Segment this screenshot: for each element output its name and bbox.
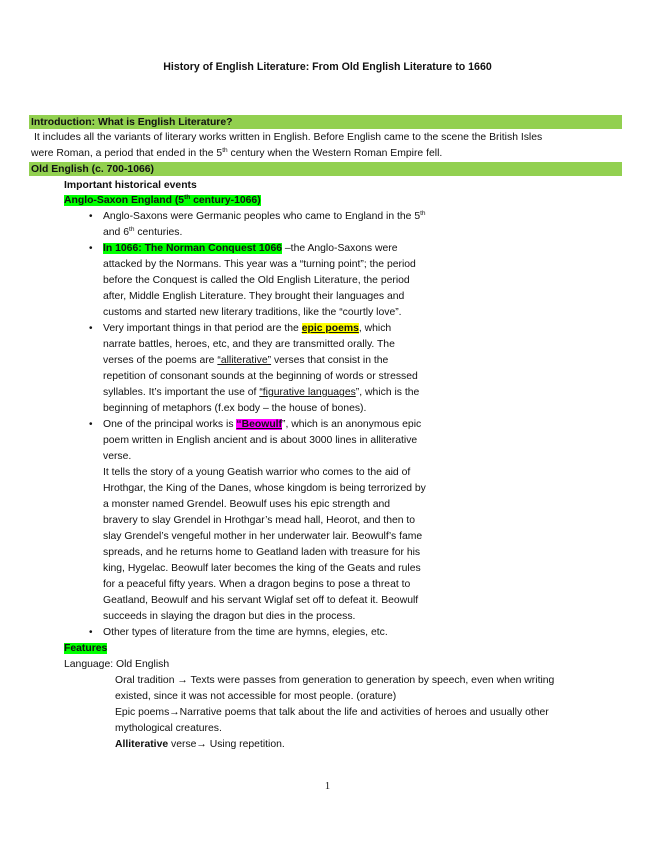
bullet-text-line: Very important things in that period are the epic poems, which: [103, 323, 392, 334]
anglo-saxon-heading: Anglo-Saxon England (5th century-1066): [64, 194, 261, 206]
intro-text-line: It includes all the variants of literary works written in English. Before English came to the scene the British Isles: [34, 132, 543, 143]
beowulf-summary-line: a monster named Grendel. Beowulf uses his epic strength and: [103, 499, 391, 510]
bullet-text-line: customs and started new literary traditions, like the “courtly love”.: [103, 307, 402, 318]
language-line: Language: Old English: [64, 659, 170, 670]
bullet-icon: •: [89, 419, 93, 430]
bullet-text-line: repetition of consonant sounds at the beginning of words or stressed: [103, 371, 418, 382]
bullet-text-line: Other types of literature from the time are hymns, elegies, etc.: [103, 627, 388, 638]
alliterative-line: Alliterative verse→ Using repetition.: [115, 739, 285, 750]
oral-tradition-line: Oral tradition → Texts were passes from generation to generation by speech, even when writing: [115, 675, 555, 686]
bullet-text-line: verse.: [103, 451, 132, 462]
old-english-heading: Old English (c. 700-1066): [31, 164, 154, 175]
bullet-text-line: Anglo-Saxons were Germanic peoples who came to England in the 5th: [103, 210, 426, 222]
bullet-text-line: One of the principal works is “Beowulf”, which is an anonymous epic: [103, 419, 422, 430]
intro-heading: Introduction: What is English Literature?: [31, 117, 233, 128]
intro-text-line: were Roman, a period that ended in the 5th century when the Western Roman Empire fell.: [31, 147, 443, 159]
bullet-text-line: and 6th centuries.: [103, 226, 183, 238]
beowulf-summary-line: succeeds in slaying the dragon but dies in the process.: [103, 611, 356, 622]
epic-poems-line: mythological creatures.: [115, 723, 222, 734]
bullet-icon: •: [89, 211, 93, 222]
beowulf-summary-line: slay Grendel’s vengeful mother in her underwater lair. Beowulf’s fame: [103, 531, 423, 542]
beowulf-summary-line: It tells the story of a young Geatish warrior who comes to the aid of: [103, 467, 411, 478]
bullet-icon: •: [89, 243, 93, 254]
bullet-icon: •: [89, 627, 93, 638]
beowulf-summary-line: for a peaceful fifty years. When a dragon begins to pose a threat to: [103, 579, 411, 590]
features-heading: Features: [64, 643, 108, 654]
beowulf-summary-line: Geatland, Beowulf and his servant Wiglaf set off to defeat it. Beowulf: [103, 595, 419, 606]
epic-poems-highlight: epic poems: [301, 323, 359, 334]
page-number: 1: [324, 781, 331, 792]
bullet-text-line: beginning of metaphors (f.ex body – the house of bones).: [103, 403, 367, 414]
bullet-text-line: In 1066: The Norman Conquest 1066 –the Anglo-Saxons were: [103, 243, 398, 254]
bullet-text-line: before the Conquest is called the Old English Literature, the period: [103, 275, 410, 286]
beowulf-summary-line: king, Hygelac. Beowulf later becomes the king of the Geats and rules: [103, 563, 421, 574]
beowulf-summary-line: spreads, and he returns home to Geatland laden with treasure for his: [103, 547, 421, 558]
oral-tradition-line: existed, since it was not accessible for most people. (orature): [115, 691, 397, 702]
document-title: History of English Literature: From Old English Literature to 1660: [163, 61, 492, 73]
beowulf-summary-line: Hrothgar, the King of the Danes, whose kingdom is being terrorized by: [103, 483, 426, 494]
bullet-text-line: syllables. It’s important the use of “figurative languages”, which is the: [103, 387, 420, 398]
bullet-icon: •: [89, 323, 93, 334]
beowulf-highlight: “Beowulf: [236, 419, 283, 430]
bullet-text-line: after, Middle English Literature. They brought their languages and: [103, 291, 405, 302]
bullet-text-line: verses of the poems are “alliterative” verses that consist in the: [103, 355, 389, 366]
bullet-text-line: narrate battles, heroes, etc, and they are transmitted orally. The: [103, 339, 395, 350]
beowulf-summary-line: bravery to slay Grendel in Hrothgar’s mead hall, Heorot, and then to: [103, 515, 416, 526]
bullet-text-line: poem written in English ancient and is about 3000 lines in alliterative: [103, 435, 418, 446]
epic-poems-line: Epic poems→Narrative poems that talk about the life and activities of heroes and usually other: [115, 707, 549, 718]
events-heading: Important historical events: [64, 180, 197, 191]
bullet-text-line: attacked by the Normans. This year was a “turning point”; the period: [103, 259, 416, 270]
